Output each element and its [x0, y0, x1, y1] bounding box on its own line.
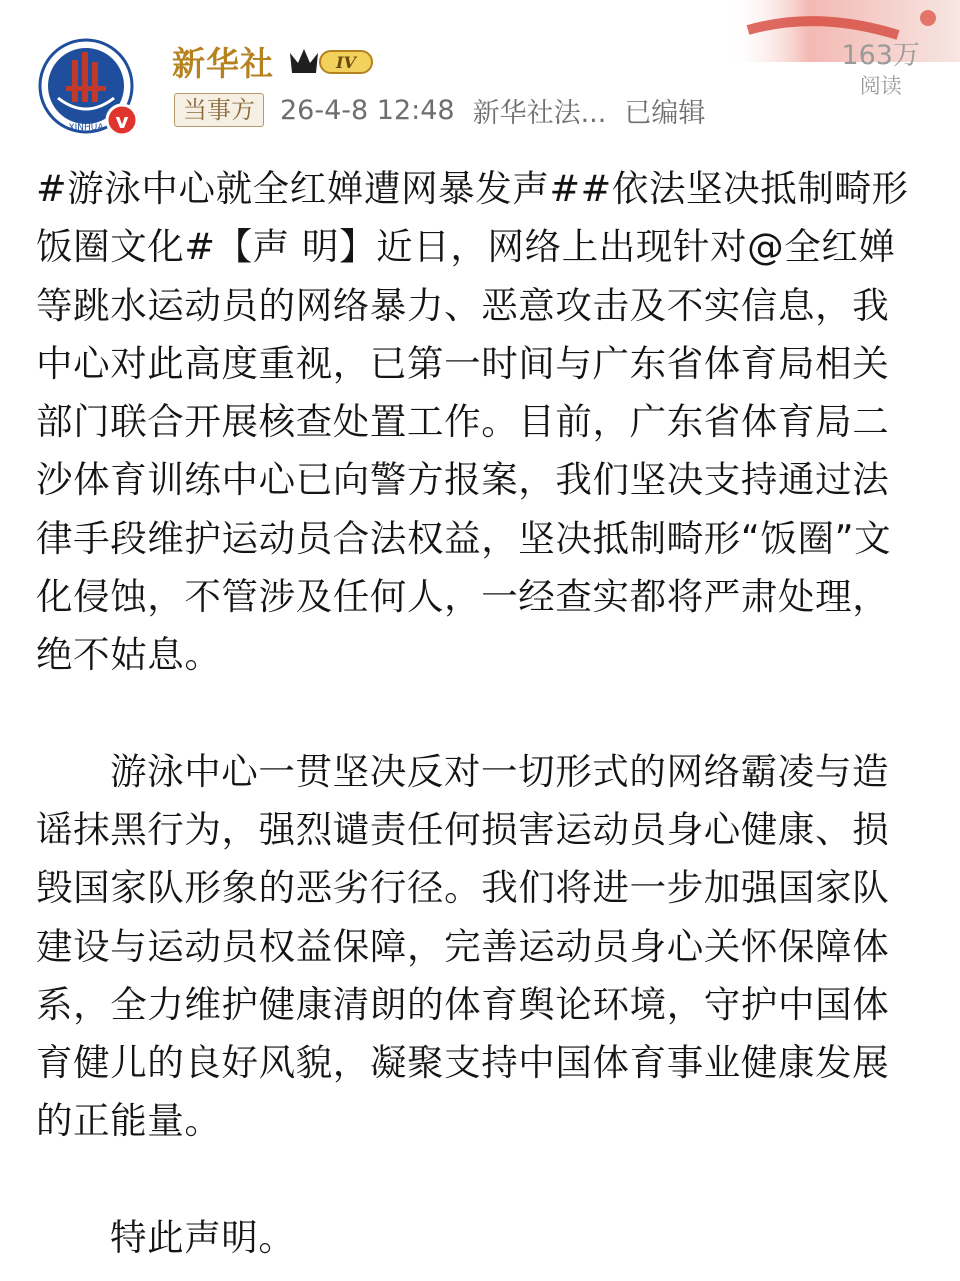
post-paragraph-2: 游泳中心一贯坚决反对一切形式的网络霸凌与造谣抹黑行为，强烈谴责任何损害运动员身心健康、损毁国家队形象的恶劣行径。我们将进一步加强国家队建设与运动员权益保障，完善运动员身心关怀保障体系，全力维护健康清朗的体育舆论环境，守护中国体育健儿的良好风貌，凝聚支持中国体育事业健康发展的正能量。 [36, 749, 890, 1143]
post-body [36, 160, 924, 1267]
avatar[interactable] [36, 36, 142, 142]
level-badge [286, 43, 374, 79]
svg-text:v: v [115, 109, 129, 133]
view-count [841, 40, 920, 100]
post-paragraph-3: 特此声明。 [110, 1215, 296, 1259]
xinhua-logo [36, 36, 142, 142]
edited-label[interactable]: 已编辑 [624, 97, 706, 129]
views-label: 阅读 [859, 74, 902, 98]
post-header [0, 0, 960, 140]
post-meta [174, 92, 705, 128]
svg-text:IV: IV [336, 53, 356, 72]
tag-badge: 当事方 [174, 93, 264, 127]
views-number: 163万 [841, 40, 920, 71]
svg-text:XINHUA: XINHUA [68, 123, 104, 133]
author-name[interactable]: 新华社 [172, 43, 274, 83]
crown-icon [286, 43, 374, 79]
post-paragraph-1: #游泳中心就全红婵遭网暴发声##依法坚决抵制畸形饭圈文化#【声 明】近日，网络上出现针对@全红婵 等跳水运动员的网络暴力、恶意攻击及不实信息，我中心对此高度重视，已第一时间与广东省体育局相关部门联合开展核查处置工作。目前，广东省体育局二沙体育训练中心已向警方报案，我们坚决支持通过法律手段维护运动员合法权益，坚决抵制畸形“饭圈”文化侵蚀，不管涉及任何人，一经查实都将严肃处理，绝不姑息。 [36, 167, 909, 677]
source[interactable]: 新华社法... [472, 97, 607, 129]
timestamp: 26-4-8 12:48 [280, 94, 455, 126]
